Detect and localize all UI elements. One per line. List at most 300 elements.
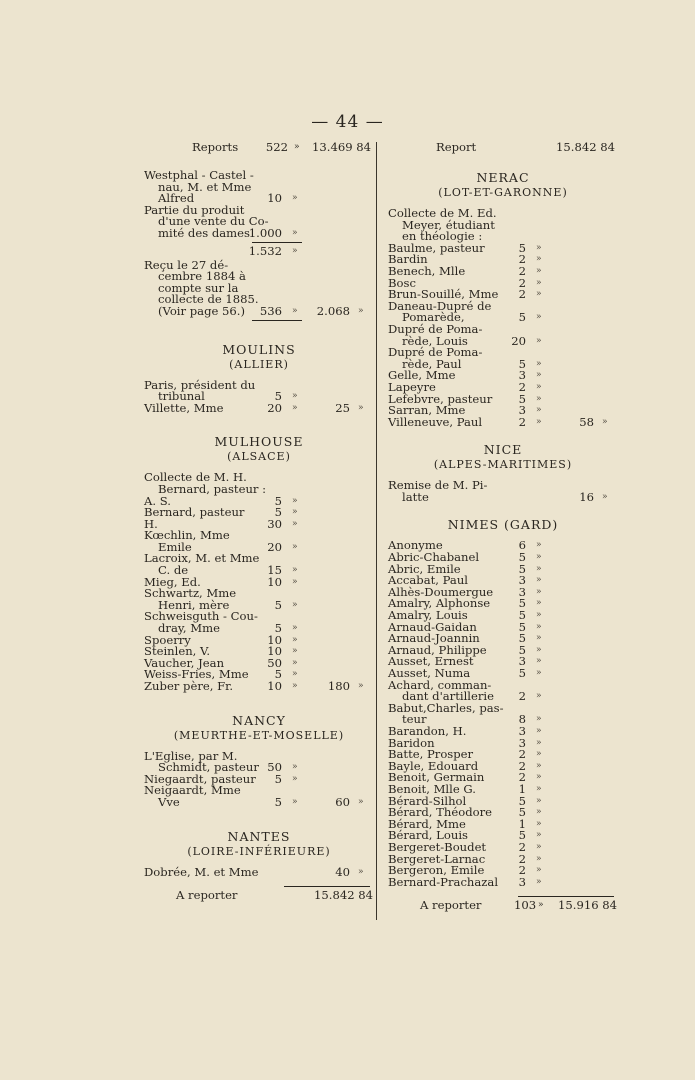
list-item	[388, 347, 618, 370]
entry-mark: »	[292, 796, 298, 807]
entry-amount: 5	[518, 608, 526, 623]
entry-name: Bernard-Prachazal	[388, 874, 499, 889]
entry-line	[144, 225, 374, 240]
entry-name: Ausset, Ernest	[388, 654, 474, 669]
entry-amount: 6	[518, 538, 526, 553]
list-item	[388, 298, 618, 325]
entry-amount: 3	[518, 584, 526, 599]
entry-amount: 2	[518, 252, 526, 267]
entry-amount: 20	[267, 400, 282, 415]
entry-name: Dobrée, M. et Mme	[144, 864, 259, 879]
entry-amount: 5	[518, 550, 526, 565]
entry-name: Vaucher, Jean	[144, 655, 225, 670]
entry-total: 60	[335, 794, 350, 809]
entry-mark: »	[536, 277, 542, 288]
entry-mark: »	[292, 565, 298, 576]
list-item	[144, 553, 374, 576]
entry-name: L'Eglise, par M.	[144, 748, 238, 763]
entry-mark: »	[536, 656, 542, 667]
entry-mark: »	[292, 541, 298, 552]
entry-mark: »	[536, 644, 542, 655]
entry-name: Bergeret-Boudet	[388, 839, 487, 854]
entry-amount: 20	[267, 539, 282, 554]
subtotal-row	[144, 240, 374, 260]
entry-line	[144, 864, 374, 879]
entry-name-cont: Emile	[158, 539, 192, 554]
entry-mark: »	[536, 540, 542, 551]
entry-name-cont: teur	[402, 712, 427, 727]
entry-amount: 5	[518, 666, 526, 680]
left-footer-label: A reporter	[176, 888, 238, 903]
left-top-entries	[144, 170, 374, 322]
page-number: — 44 —	[311, 112, 384, 132]
entry-name-cont: compte sur la	[158, 280, 239, 295]
entry-amount: 3	[518, 874, 526, 889]
entry-name: Villeneuve, Paul	[388, 414, 483, 429]
entry-amount: 1	[518, 816, 526, 831]
entry-line	[388, 489, 618, 504]
section-spacer	[144, 322, 374, 342]
entry-amount: 2	[518, 689, 526, 704]
entry-name-cont: latte	[402, 489, 429, 504]
entry-name: Baulme, pasteur	[388, 240, 485, 255]
entry-name: Partie du produit	[144, 202, 245, 217]
entry-amount: 5	[518, 240, 526, 255]
reports-total: 13.469 84	[312, 140, 372, 154]
section-nantes	[144, 829, 374, 879]
report-row	[388, 142, 618, 156]
intro-text: Collecte de M. H.	[144, 470, 247, 485]
entry-mark: »	[536, 876, 542, 887]
entry-total: 58	[579, 414, 594, 429]
entry-amount: 5	[518, 561, 526, 576]
entry-amount: 1	[518, 781, 526, 796]
entry-name: Dupré de Poma-	[388, 321, 483, 336]
section-subtitle: (LOIRE-INFÉRIEURE)	[187, 844, 331, 858]
entry-name: Arnaud-Gaidan	[388, 619, 477, 634]
entry-mark: »	[292, 762, 298, 773]
recu-rule-row	[144, 318, 374, 322]
subtotal-rule	[252, 242, 302, 243]
entry-amount: 5	[274, 493, 282, 508]
entry-total: 180	[327, 679, 350, 693]
right-column	[388, 142, 618, 914]
entry-name: Westphal - Castel -	[144, 168, 254, 182]
entry-mark: »	[536, 563, 542, 574]
entry-total: 40	[335, 864, 350, 879]
entry-mark: »	[292, 646, 298, 657]
entry-name: Brun-Souillé, Mme	[388, 287, 499, 302]
entry-name: Accabat, Paul	[388, 573, 469, 588]
entry-amount: 2	[518, 275, 526, 290]
entry-mark: »	[536, 610, 542, 621]
entry-line	[144, 794, 374, 809]
entry-mark: »	[292, 634, 298, 645]
entry-mark: »	[536, 312, 542, 323]
entry-mark: »	[292, 193, 298, 204]
entry-amount: 10	[267, 632, 282, 647]
reports-row	[144, 142, 374, 156]
entry-name: Bérard, Mme	[388, 816, 466, 831]
entry-amount: 5	[518, 619, 526, 634]
entry-amount: 5	[518, 793, 526, 808]
entry-name: Babut,Charles, pas-	[388, 700, 504, 715]
entry-name-cont: Schmidt, pasteur	[158, 760, 259, 775]
entry-amount: 50	[267, 655, 282, 670]
entry-mark: »	[536, 841, 542, 852]
entry-name-cont: Vve	[158, 794, 180, 809]
entry-name: Lefebvre, pasteur	[388, 391, 493, 406]
column-divider	[376, 142, 377, 920]
entry-name: Baridon	[388, 735, 435, 750]
entry-amount: 2	[518, 747, 526, 762]
entry-total-mark: »	[358, 681, 364, 691]
entry-amount: 2	[518, 851, 526, 866]
entry-amount: 5	[274, 621, 282, 636]
list-item	[388, 677, 618, 704]
entry-mark: »	[536, 737, 542, 748]
entry-mark: »	[536, 818, 542, 829]
entry-name: Mieg, Ed.	[144, 574, 201, 589]
entry-name: Lapeyre	[388, 379, 436, 394]
entry-name: Steinlen, V.	[144, 644, 211, 659]
entry-total: 25	[335, 400, 350, 415]
entry-amount: 5	[518, 356, 526, 371]
section-title: NANCY	[232, 712, 286, 728]
reports-label: Reports	[192, 140, 239, 154]
entry-name: Abric-Chabanel	[388, 550, 480, 565]
entry-name: Amalry, Louis	[388, 608, 468, 623]
entry-name-cont: mité des dames	[158, 225, 250, 240]
entry-name: Bergeron, Emile	[388, 863, 485, 878]
entry-name: Alhès-Doumergue	[388, 584, 494, 599]
entry-mark: »	[536, 416, 542, 427]
entry-total: 2.068	[316, 303, 350, 318]
left-footer-total: 15.842 84	[314, 888, 374, 903]
entry-total-mark: »	[358, 305, 364, 316]
subtotal-mark: »	[292, 245, 298, 256]
entry-amount: 5	[274, 771, 282, 786]
section-spacer	[144, 809, 374, 829]
entry-name-cont: Pomarède,	[402, 310, 465, 325]
entry-mark: »	[292, 669, 298, 680]
entry-amount: 15	[267, 563, 282, 578]
section-spacer	[144, 693, 374, 713]
entry-mark: »	[536, 289, 542, 300]
entry-name: Lacroix, M. et Mme	[144, 551, 260, 566]
entry-name: Bergeret-Larnac	[388, 851, 486, 866]
right-footer-row	[388, 900, 618, 914]
entry-amount: 2	[518, 839, 526, 854]
list-item	[388, 480, 618, 503]
entry-name: Schwartz, Mme	[144, 586, 237, 601]
entry-amount: 3	[518, 368, 526, 383]
entry-amount: 3	[518, 573, 526, 588]
entry-mark: »	[536, 795, 542, 806]
list-item	[144, 400, 374, 415]
entry-amount: 5	[518, 596, 526, 611]
entry-name: A. S.	[144, 493, 171, 508]
reports-submark: »	[294, 142, 300, 152]
section-title: NANTES	[227, 828, 291, 844]
entry-mark: »	[292, 305, 298, 316]
left-sections	[144, 322, 374, 879]
entry-mark: »	[292, 518, 298, 529]
entry-amount: 2	[518, 414, 526, 429]
entry-name: Daneau-Dupré de	[388, 298, 492, 313]
entry-mark: »	[536, 405, 542, 416]
entry-mark: »	[536, 393, 542, 404]
entry-name: Bérard, Théodore	[388, 805, 493, 820]
entry-amount: 2	[518, 758, 526, 773]
section-title: NICE	[483, 442, 523, 458]
section-nimes	[388, 517, 618, 888]
list-item	[144, 507, 374, 519]
entry-mark: »	[536, 760, 542, 771]
report-total: 15.842 84	[556, 140, 616, 154]
entry-name: Batte, Prosper	[388, 747, 474, 762]
list-item	[144, 681, 374, 693]
entry-amount: 10	[267, 191, 282, 206]
entry-mark: »	[536, 853, 542, 864]
entry-mark: »	[292, 507, 298, 518]
entry-mark: »	[536, 633, 542, 644]
entry-name: Abric, Emile	[388, 561, 461, 576]
entry-amount: 10	[267, 679, 282, 693]
entry-amount: 2	[518, 863, 526, 878]
entry-amount: 3	[518, 735, 526, 750]
entry-amount: 8	[518, 712, 526, 727]
entry-total-mark: »	[358, 402, 364, 413]
entry-name-cont: Henri, mère	[158, 597, 230, 612]
entry-mark: »	[536, 335, 542, 346]
entry-name: Benoit, Germain	[388, 770, 485, 785]
entry-line	[388, 414, 618, 429]
intro-text: Meyer, étudiant	[402, 217, 495, 232]
list-item	[144, 257, 374, 318]
subtotal-amount: 1.532	[248, 243, 282, 258]
entry-mark: »	[536, 807, 542, 818]
entry-mark: »	[536, 772, 542, 783]
entry-name-cont: dant d'artillerie	[402, 689, 494, 704]
list-item	[388, 700, 618, 727]
section-nice	[388, 442, 618, 503]
entry-line	[388, 263, 618, 278]
section-spacer	[144, 414, 374, 434]
entry-name: Remise de M. Pi-	[388, 478, 488, 493]
entry-amount: 3	[518, 723, 526, 738]
entry-name: Arnaud, Philippe	[388, 642, 487, 657]
list-item	[144, 864, 374, 879]
entry-mark: »	[536, 586, 542, 597]
entry-amount: 5	[274, 389, 282, 404]
entry-mark: »	[536, 725, 542, 736]
entry-amount: 5	[518, 805, 526, 820]
entry-mark: »	[536, 254, 542, 265]
entry-mark: »	[536, 265, 542, 276]
entry-name: Spoerry	[144, 632, 191, 647]
entry-name-cont: (Voir page 56.)	[158, 303, 246, 318]
section-nancy	[144, 713, 374, 809]
list-item	[388, 874, 618, 889]
entry-line	[388, 874, 618, 889]
right-footer-submark: »	[538, 900, 544, 911]
entry-name: Dupré de Poma-	[388, 345, 483, 360]
entry-amount: 5	[518, 391, 526, 406]
entry-name-cont: C. de	[158, 563, 189, 578]
list-item	[144, 202, 374, 240]
entry-name: Bardin	[388, 252, 428, 267]
section-nerac	[388, 170, 618, 428]
entry-name-cont: Alfred	[158, 191, 195, 206]
right-footer-total: 15.916 84	[558, 898, 618, 913]
entry-name: Barandon, H.	[388, 723, 467, 738]
entry-mark: »	[536, 691, 542, 702]
entry-name: Amalry, Alphonse	[388, 596, 491, 611]
footer-rule-right	[518, 896, 614, 897]
entry-name: Schweisguth - Cou-	[144, 609, 258, 624]
list-item	[144, 785, 374, 808]
entry-line	[144, 681, 374, 693]
right-footer-label: A reporter	[420, 898, 482, 913]
reports-subamount: 522	[265, 140, 288, 154]
entry-mark: »	[292, 227, 298, 238]
entry-mark: »	[536, 242, 542, 253]
section-subtitle: (ALSACE)	[227, 450, 291, 464]
report-label: Report	[436, 140, 477, 154]
section-spacer	[388, 503, 618, 517]
entry-mark: »	[536, 381, 542, 392]
entry-amount: 3	[518, 654, 526, 669]
entry-amount: 2	[518, 287, 526, 302]
entry-amount: 20	[511, 333, 526, 348]
entry-name: Paris, président du	[144, 377, 256, 392]
footer-rule-left	[284, 886, 370, 887]
entry-amount: 10	[267, 644, 282, 659]
right-footer-sub: 103	[514, 898, 537, 913]
entry-mark: »	[536, 865, 542, 876]
list-item	[388, 414, 618, 429]
recu-rule	[252, 320, 302, 321]
entry-mark: »	[292, 599, 298, 610]
entry-total-mark: »	[358, 866, 364, 877]
section-subtitle: (MEURTHE-ET-MOSELLE)	[173, 728, 345, 742]
entry-name: Reçu le 27 dé-	[144, 257, 229, 272]
entry-name-cont: d'une vente du Co-	[158, 214, 269, 229]
list-item	[144, 748, 374, 775]
entry-name-cont: rède, Louis	[402, 333, 468, 348]
entry-total: 16	[579, 489, 594, 504]
entry-total-mark: »	[602, 416, 608, 427]
entry-mark: »	[536, 783, 542, 794]
entry-amount: 5	[274, 505, 282, 520]
entry-name: Sarran, Mme	[388, 403, 466, 418]
entry-name: Bosc	[388, 275, 416, 290]
entry-name-cont: rède, Paul	[402, 356, 462, 371]
intro-line	[144, 481, 374, 496]
entry-name: Anonyme	[388, 538, 443, 553]
entry-name: Niegaardt, pasteur	[144, 771, 256, 786]
list-item	[144, 588, 374, 611]
entry-name-cont: nau, M. et Mme	[158, 179, 252, 194]
entry-name: Achard, comman-	[388, 677, 492, 692]
entry-name: Benech, Mlle	[388, 263, 466, 278]
entry-total-mark: »	[358, 796, 364, 807]
intro-text: Bernard, pasteur :	[158, 481, 267, 496]
entry-name: Neigaardt, Mme	[144, 783, 241, 798]
entry-mark: »	[536, 552, 542, 563]
entry-name: Zuber père, Fr.	[144, 679, 234, 693]
right-sections	[388, 170, 618, 888]
entry-name: Villette, Mme	[144, 400, 224, 415]
intro-text: en théologie :	[402, 229, 483, 244]
entry-amount: 536	[259, 303, 282, 318]
entry-mark: »	[536, 714, 542, 725]
section-mulhouse	[144, 434, 374, 692]
entry-amount: 10	[267, 574, 282, 589]
entry-amount: 2	[518, 263, 526, 278]
list-item	[144, 530, 374, 553]
entry-name: Weiss-Fries, Mme	[144, 667, 249, 682]
entry-name-cont: tribunal	[158, 389, 205, 404]
entry-amount: 2	[518, 379, 526, 394]
entry-amount: 5	[274, 667, 282, 682]
section-title: NERAC	[476, 170, 530, 185]
entry-amount: 2	[518, 770, 526, 785]
entry-mark: »	[292, 402, 298, 413]
entry-name: Bérard, Louis	[388, 828, 468, 843]
list-item	[388, 321, 618, 348]
entry-mark: »	[292, 657, 298, 668]
entry-line	[144, 507, 374, 519]
entry-mark: »	[292, 495, 298, 506]
left-column	[144, 142, 374, 904]
entry-mark: »	[292, 681, 298, 691]
section-spacer	[388, 428, 618, 442]
entry-amount: 5	[518, 310, 526, 325]
entry-amount: 5	[518, 828, 526, 843]
entry-name: Ausset, Numa	[388, 666, 471, 680]
section-title: NIMES (GARD)	[447, 517, 559, 533]
entry-mark: »	[536, 749, 542, 760]
entry-line	[144, 303, 374, 318]
entry-line	[144, 400, 374, 415]
entry-total-mark: »	[602, 491, 608, 502]
entry-name: Bernard, pasteur	[144, 505, 245, 520]
entry-name: Gelle, Mme	[388, 368, 456, 383]
entry-amount: 30	[267, 516, 282, 531]
entry-name-cont: dray, Mme	[158, 621, 220, 636]
entry-mark: »	[536, 370, 542, 381]
entry-mark: »	[292, 391, 298, 402]
list-item	[388, 263, 618, 278]
entry-amount: 5	[274, 597, 282, 612]
entry-name-cont: cembre 1884 à	[158, 269, 246, 284]
list-item	[144, 377, 374, 404]
entry-mark: »	[292, 623, 298, 634]
entry-amount: 5	[274, 794, 282, 809]
entry-amount: 5	[518, 642, 526, 657]
entry-amount: 5	[518, 631, 526, 646]
entry-mark: »	[292, 576, 298, 587]
intro-text: Collecte de M. Ed.	[388, 206, 497, 220]
entry-mark: »	[536, 830, 542, 841]
left-footer-row	[144, 890, 374, 904]
entry-name: Arnaud-Joannin	[388, 631, 480, 646]
entry-amount: 50	[267, 760, 282, 775]
entry-amount: 3	[518, 403, 526, 418]
entry-mark: »	[536, 668, 542, 678]
